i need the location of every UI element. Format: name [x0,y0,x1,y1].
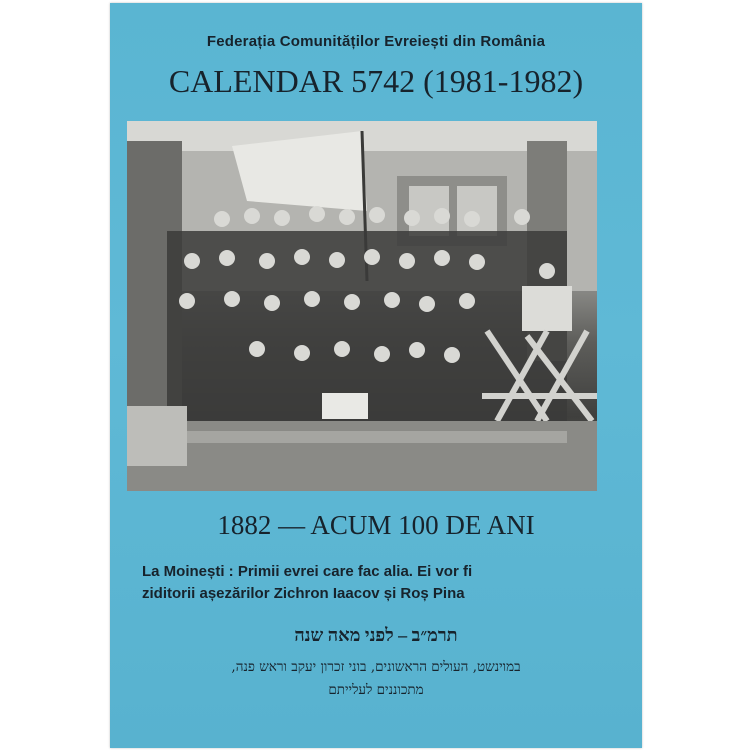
headline: 1882 — ACUM 100 DE ANI [217,510,535,540]
hebrew-caption-line-2: מתכוננים לעלייתם [328,682,424,698]
subtitle-line-2: ziditorii așezărilor Zichron Iaacov și Roș Pina [142,585,465,602]
book-cover [110,3,642,748]
photo-image [127,121,597,491]
hebrew-caption-line-1: במוינשט, העולים הראשונים, בוני זכרון יעקב וראש פנה, [231,659,521,675]
federation-name: Federația Comunităților Evreiești din România [206,33,546,50]
historical-group-photo [127,121,597,491]
hebrew-title: תרמ״ב – לפני מאה שנה [294,625,458,645]
calendar-title: CALENDAR 5742 (1981-1982) [168,63,584,99]
subtitle-line-1: La Moinești : Primii evrei care fac alia. Ei vor fi [142,563,473,580]
